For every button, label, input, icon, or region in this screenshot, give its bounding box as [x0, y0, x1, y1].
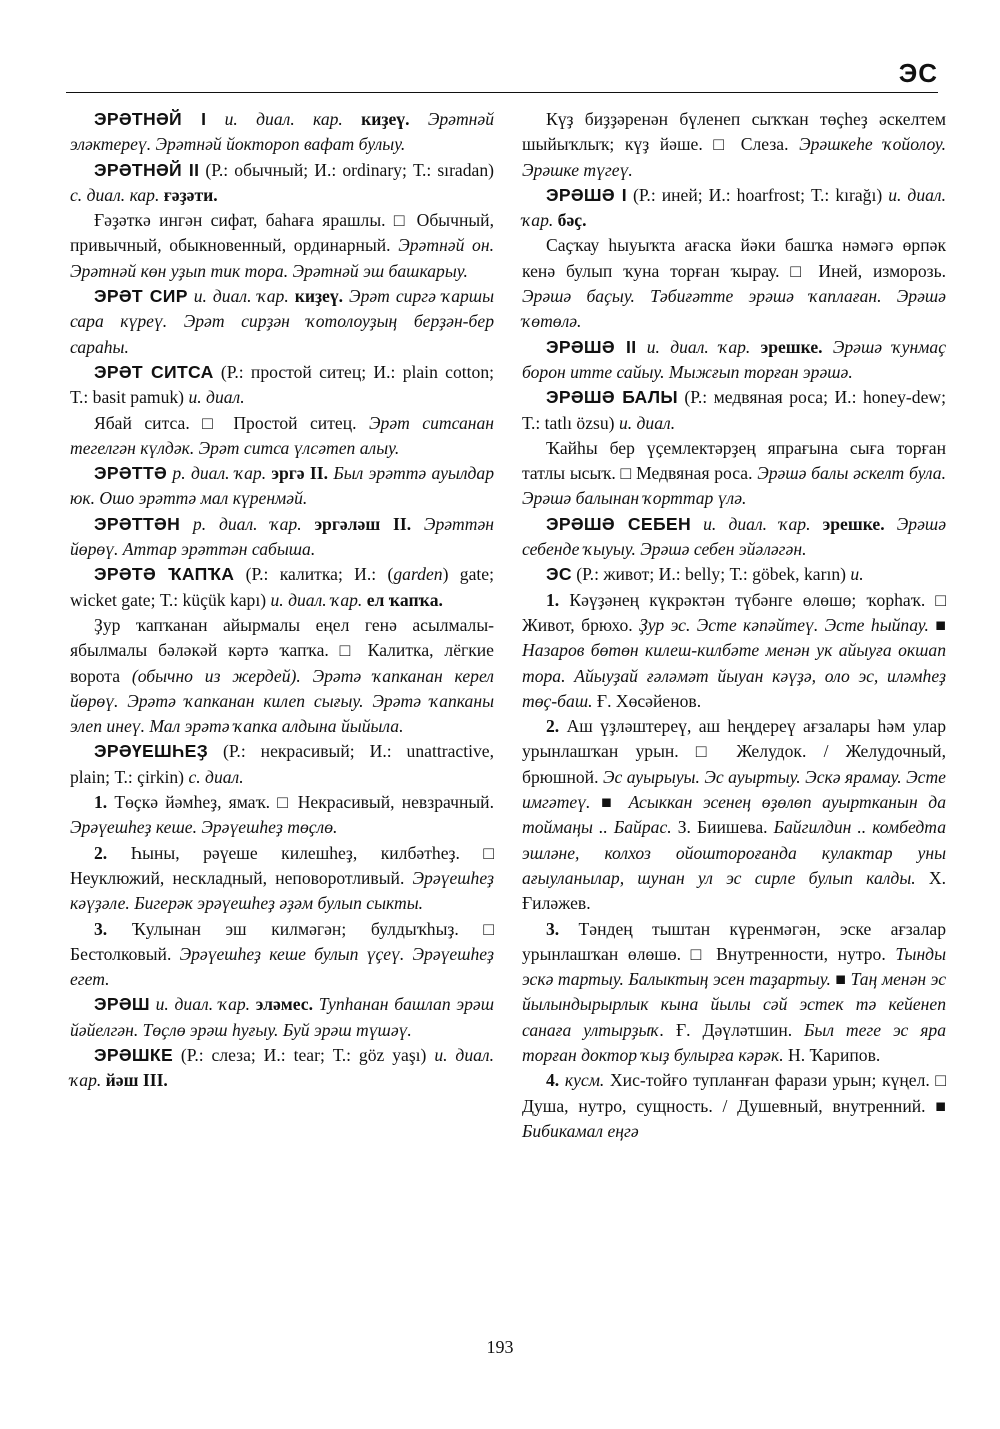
headword: ЭРӘТТӘН — [94, 513, 181, 534]
entry-text: ■ — [835, 969, 851, 990]
entry-text: Төҫкә йәмһеҙ, ямаҡ. □ Некрасивый, невзрачный. — [107, 792, 494, 813]
entry-text: Ғ. Хөсәйенов. — [596, 690, 702, 711]
headword: ЭРӘШӘ II — [546, 336, 637, 357]
entry-text: Эрәүешһеҙ кеше. Эрәүешһеҙ төҫлө. — [70, 817, 338, 838]
entry-text: Ябай ситса. □ Простой ситец. — [94, 412, 369, 433]
page-number: 193 — [486, 1337, 514, 1357]
headword: ЭРӘТТӘ — [94, 463, 168, 484]
entry-text: (Р.: простой ситец; И.: plain cotton; Т.: basit pamuk) — [70, 361, 495, 408]
entry-text: 2. — [94, 842, 108, 863]
entry-text: Ғ. Дәүләтшин. — [676, 1019, 805, 1040]
entry-text: Эрәт ситсанан тегелгән күлдәк. Эрәт ситса үлсәтеп алыу. — [70, 412, 495, 458]
right-column — [522, 107, 946, 1144]
entry-text: Был теге эс яра торған доктор ҡыҙ булырға кәрәк. — [522, 1019, 946, 1065]
headword: ЭРӘШӘ БАЛЫ — [546, 387, 678, 408]
dictionary-paragraph — [70, 512, 494, 563]
entry-text: Эрәт сиргә ҡаршы сара күреү. Эрәт сирҙән ҡотолоуҙың берҙән-бер сараһы. — [70, 286, 494, 357]
entry-text: Эрәүешһеҙ кеше булып үҫеү. Эрәүешһеҙ егет. — [70, 943, 494, 990]
entry-text: (Р.: калитка; И.: ( — [234, 564, 394, 585]
dictionary-paragraph — [70, 917, 494, 993]
entry-text: Һыны, рәүеше килешһеҙ, килбәтһеҙ. □ Неуклюжий, нескладный, неповоротливый. — [70, 842, 494, 888]
entry-text: Саҫҡау һыуыҡта ағаска йәки башҡа нәмәгә өрпәк кенә булып ҡуна торған ҡырау. □ Иней, изморозь. — [522, 235, 946, 281]
entry-text: эрешке. — [760, 336, 823, 357]
dictionary-paragraph — [70, 992, 494, 1043]
entry-text: и. диал. ҡар. — [270, 589, 367, 610]
entry-text: Эрәтнәй он. Эрәтнәй көн уҙып тик тора. Эрәтнәй эш башкарыу. — [70, 235, 494, 281]
entry-text: и. диал. — [188, 387, 245, 408]
entry-text: Тупһанан башлап эрәш йәйелгән. Төҫлө эрәш һуғыу. Буй эрәш түшәү. — [70, 994, 494, 1040]
entry-text: Эрәшә ҡунмаҫ борон итте сайыу. Мыжғып торған эрәшә. — [522, 336, 947, 382]
entry-text: Был эрәттә ауылдар юк. Ошо эрәттә мал күренмәй. — [70, 463, 494, 509]
headword: ЭРӘҮЕШҺЕҘ — [94, 741, 209, 762]
entry-text: Эрәтнәй эләктереү. Эрәтнәй йоктороп вафат булыу. — [70, 109, 495, 155]
entry-text: (Р.: живот; И.: belly; Т.: göbek, karın) — [571, 564, 851, 585]
entry-text: с. диал. — [188, 766, 244, 787]
dictionary-paragraph — [522, 512, 946, 563]
entry-text: Эрәүешһеҙ кәүҙәле. Бигерәк эрәүешһеҙ әҙәм булып сыкты. — [70, 867, 494, 914]
entry-text: с. диал. кар. — [70, 184, 164, 205]
entry-text: эргә II. — [271, 463, 329, 484]
entry-text: Эрәшкеһе ҡойолоу. Эрәшке түгеү. — [522, 134, 946, 180]
entry-text: Эс ауырыуы. Эс ауыртыу. Эскә ярамау. Эсте имгәтеү. — [522, 766, 946, 813]
entry-text: и. диал. ҡар. — [690, 513, 823, 534]
entry-text: Н. Ҡарипов. — [788, 1044, 881, 1065]
entry-text: Х. Ғиләжев. — [522, 867, 946, 914]
headword: ЭС — [546, 564, 572, 585]
entry-text: Бибикамал еңгә — [522, 1120, 639, 1141]
entry-text: Хис-тойғо тупланған фарази урын; күңел. □ Душа, нутро, сущность. / Душевный, внутренний. ■ — [522, 1070, 947, 1116]
entry-text: Таң менән эс йылындырырлык кына йылы сәй эстек тә кейенеп санаға ултырҙыҡ. — [522, 969, 947, 1040]
entry-text: ) gate; wicket gate; Т.: küçük kapı) — [70, 564, 494, 610]
entry-text: Эрәттән йөрөү. Аттар эрәттән сабыша. — [70, 513, 494, 560]
entry-text: Ҙур эс. Эсте кәпәйтеү. Эсте һыйпау. — [639, 614, 936, 635]
entry-text: Кәүҙәнең күкрәктән түбәнге өлөшө; ҡорһаҡ. □ Живот, брюхо. — [522, 589, 946, 635]
entry-text: и. диал. ҡар. — [187, 286, 295, 307]
dictionary-paragraph — [522, 335, 946, 386]
entry-text: (Р.: иней; И.: hoarfrost; Т.: kırağı) — [626, 184, 889, 205]
entry-text: и. диал. ҡар. — [636, 336, 761, 357]
entry-text: Тынды эскә тартыу. Балыктың эсен таҙартыу. — [522, 943, 946, 990]
dictionary-paragraph — [70, 284, 494, 360]
entry-text: р. диал. ҡар. — [167, 463, 272, 484]
headword: ЭРӘТНӘЙ II — [94, 159, 200, 180]
headword: ЭРӘТНӘЙ I — [94, 109, 207, 129]
dictionary-paragraph — [522, 233, 946, 334]
entry-text: эрешке. — [822, 513, 885, 534]
entry-text: 1. — [546, 589, 560, 610]
entry-text: (Р.: обычный; И.: ordinary; Т.: sıradan) — [199, 159, 494, 180]
headword: ЭРӘШ — [94, 994, 150, 1015]
entry-text: garden — [393, 564, 443, 585]
dictionary-paragraph — [70, 790, 494, 841]
entry-text: 3. — [94, 918, 108, 939]
entry-text: З. Биишева. — [677, 817, 774, 838]
dictionary-paragraph — [522, 436, 946, 512]
entry-text: 1. — [94, 792, 108, 813]
dictionary-paragraph — [70, 360, 494, 411]
entry-text: Эрәшә балы әскелт була. Эрәшә балынан ҡорттар үлә. — [522, 463, 946, 509]
dictionary-paragraph — [70, 841, 494, 917]
running-header: ЭС — [898, 58, 938, 88]
entry-text: Күҙ биҙҙәренән бүленеп сыҡҡан төҫһеҙ әскелтем шыйыҡлыҡ; күҙ йәше. □ Слеза. — [522, 109, 946, 155]
headword: ЭРӘТ СИР — [94, 286, 188, 307]
entry-text: Асыккан эсенең өҙөлөп ауыртканын да тоймаңы .. Байрас. — [522, 792, 947, 838]
entry-text: и. диал. ҡар. — [522, 184, 946, 231]
entry-text: и. диал. ҡар. — [70, 1044, 494, 1091]
entry-text: эләмес. — [255, 994, 313, 1015]
dictionary-paragraph — [70, 107, 494, 158]
entry-text: ■ — [601, 792, 629, 813]
dictionary-paragraph — [522, 588, 946, 714]
entry-text: и. диал. — [618, 412, 676, 433]
dictionary-paragraph — [522, 714, 946, 916]
entry-text: и. диал. кар. — [206, 109, 362, 129]
entry-text: киҙеү. — [361, 109, 410, 129]
entry-text: Аш үҙләштереү, аш һеңдереү ағзалары һәм улар урынлашҡан урын. □ Желудок. / Желудочный, брюшной. — [522, 716, 946, 787]
entry-text: (Р.: некрасивый; И.: unattractive, plain; Т.: çirkin) — [70, 741, 494, 787]
dictionary-paragraph — [70, 208, 494, 284]
entry-text: ■ — [935, 614, 946, 635]
entry-text: (Р.: медвяная роса; И.: honey-dew; Т.: tatlı özsu) — [522, 387, 946, 433]
headword: ЭРӘШКЕ — [94, 1044, 173, 1065]
left-column — [70, 107, 494, 1094]
dictionary-paragraph — [70, 1043, 494, 1094]
entry-text: кусм. — [559, 1070, 605, 1091]
entry-text: и. — [850, 564, 864, 585]
entry-text: йәш III. — [105, 1070, 168, 1091]
entry-text: ел ҡапҡа. — [366, 589, 443, 610]
entry-text: Эрәшә баҫыу. Тәбиғәтте эрәшә ҡаплаған. Эрәшә ҡөтөлә. — [522, 286, 946, 332]
dictionary-paragraph — [70, 411, 494, 462]
entry-text: и. диал. ҡар. — [149, 994, 256, 1015]
dictionary-paragraph — [522, 917, 946, 1069]
dictionary-paragraph — [70, 613, 494, 739]
dictionary-paragraph — [70, 461, 494, 512]
entry-text: эргәләш II. — [314, 513, 412, 534]
entry-text: бәҫ. — [557, 210, 587, 231]
entry-text: Эрәшә себенде ҡыуыу. Эрәшә себен эйәләгән. — [522, 513, 947, 560]
entry-text: Ҡулынан эш килмәгән; булдыҡһыҙ. □ Бестолковый. — [70, 918, 494, 964]
entry-text: Ҡайһы бер үҫемлектәрҙең япрағына сыға торған татлы ысыҡ. □ Медвяная роса. — [522, 437, 946, 484]
entry-text: Ҙур ҡапҡанан айырмалы еңел генә асылмалы-ябылмалы бәләкәй кәртә ҡапҡа. □ Калитка, лёгкие ворота — [70, 614, 494, 686]
entry-text: Байгилдин .. комбедта эшләне, колхоз ойоштороғанда кулактар уны ағыуланылар, шунан ул эс сирле булып калды. — [522, 817, 946, 888]
entry-text: киҙеү. — [294, 286, 344, 307]
dictionary-paragraph — [522, 183, 946, 234]
dictionary-paragraph — [70, 158, 494, 209]
header-divider — [66, 92, 938, 93]
entry-text: Тәндең тыштан күренмәгән, эске ағзалар урынлашҡан өлөшө. □ Внутренности, нутро. — [522, 918, 946, 964]
dictionary-paragraph — [70, 562, 494, 613]
headword: ЭРӘШӘ СЕБЕН — [546, 513, 691, 534]
entry-text: ғәҙәти. — [163, 184, 218, 205]
entry-text: (обычно из жердей). Эрәтә ҡапканан керел йөрөү. Эрәтә ҡапканан килеп сығыу. Эрәтә ҡапканы элеп инеү. Мал эрәтә ҡапка алдына йыйыла. — [70, 665, 494, 737]
entry-text: Назаров бөтөн килеш-килбәте менән ук айыуға окшап тора. Айыуҙай ғәләмәт йыуан кәүҙә, оло эс, иләмһеҙ төҫ-баш. — [522, 640, 946, 711]
entry-text: 3. — [546, 918, 560, 939]
headword: ЭРӘШӘ I — [546, 184, 627, 205]
entry-text: Ғәҙәткә ингән сифат, баһаға ярашлы. □ Обычный, привычный, обыкновенный, ординарный. — [70, 210, 494, 256]
headword: ЭРӘТӘ ҠАПҠА — [94, 564, 235, 585]
dictionary-paragraph — [522, 562, 946, 587]
entry-text: 4. — [546, 1070, 560, 1091]
dictionary-paragraph — [522, 107, 946, 183]
entry-text: р. диал. ҡар. — [180, 513, 315, 534]
dictionary-paragraph — [522, 385, 946, 436]
entry-text: 2. — [546, 716, 560, 737]
dictionary-paragraph — [70, 739, 494, 790]
dictionary-paragraph — [522, 1068, 946, 1144]
headword: ЭРӘТ СИТСА — [94, 361, 214, 382]
entry-text: (Р.: слеза; И.: tear; Т.: göz yaşı) — [172, 1044, 435, 1065]
